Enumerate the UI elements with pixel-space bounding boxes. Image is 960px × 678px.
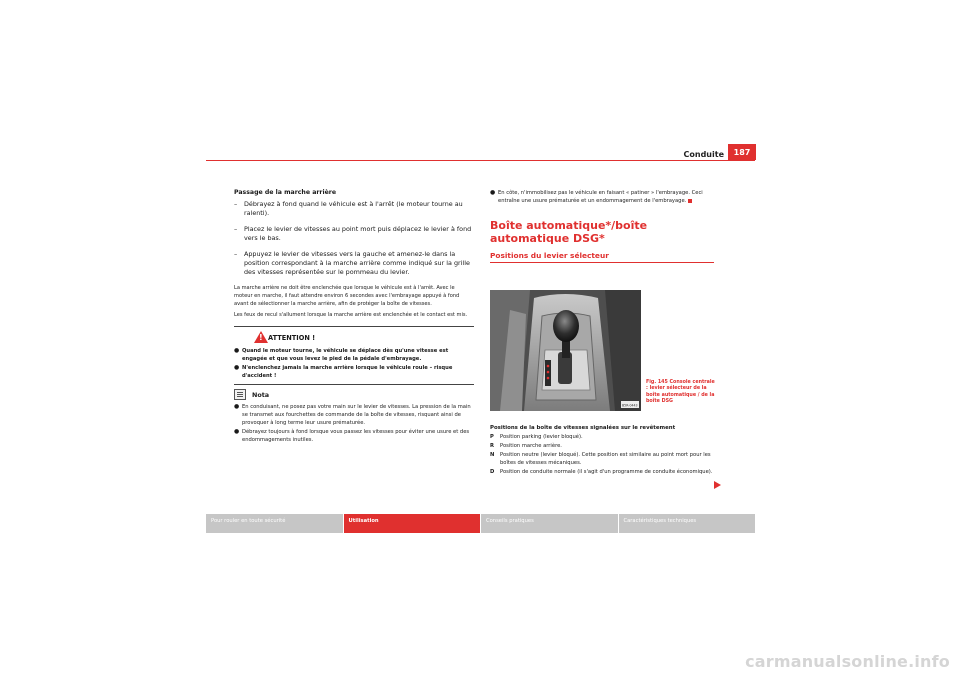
note-header	[234, 388, 474, 402]
warning-triangle-icon	[254, 331, 268, 343]
section-title: Boîte automatique*/boîte automatique DSG*	[490, 219, 648, 245]
position-text: Position parking (levier bloqué).	[500, 434, 583, 440]
position-letter: R	[490, 443, 494, 449]
figure-caption: Fig. 145 Console centrale : levier sélecteur de la boîte automatique / de la boîte DSG	[646, 380, 715, 405]
reverse-steps-list	[234, 200, 474, 278]
tab-safety[interactable]: Pour rouler en toute sécurité	[206, 514, 343, 533]
gear-lever-figure	[490, 290, 641, 411]
header-section-title: Conduite	[683, 150, 724, 159]
note-item: ● En conduisant, ne posez pas votre main sur le levier de vitesses. La pression de la main se transmet aux fourchettes de commande de la boîte de vitesses, risquant ainsi de provoquer à long terme leur usure prématurée.	[234, 402, 471, 426]
paragraph: Les feux de recul s'allument lorsque la marche arrière est enclenchée et le contact est mis.	[234, 312, 468, 319]
reverse-gear-subhead: Passage de la marche arrière	[234, 189, 337, 196]
note-title: Nota	[252, 390, 270, 399]
continue-arrow-icon	[714, 481, 721, 489]
attention-item: ● Quand le moteur tourne, le véhicule se déplace dès qu'une vitesse est engagée et que vous levez le pied de la pédale d'embrayage.	[234, 346, 449, 362]
positions-block	[490, 425, 716, 476]
list-item: – Placez le levier de vitesses au point mort puis déplacez le levier à fond vers le bas.	[234, 225, 474, 244]
bullet-icon: ●	[234, 427, 240, 435]
end-marker-icon	[688, 199, 692, 203]
bullet-icon: ●	[234, 346, 240, 354]
tab-usage[interactable]: Utilisation	[344, 514, 481, 533]
left-column	[234, 189, 474, 444]
list-item	[490, 468, 716, 476]
note-icon	[234, 389, 246, 400]
attention-item: ● N'enclenchez jamais la marche arrière lorsque le véhicule roule – risque d'accident !	[234, 363, 453, 379]
clutch-bullet: ● En côte, n'immobilisez pas le véhicule en faisant « patiner » l'embrayage. Ceci entraîne une usure prématurée et un endommagement de l'embrayage.	[490, 189, 703, 204]
bullet-icon: ●	[234, 402, 240, 410]
subsection-title: Positions du levier sélecteur	[490, 251, 714, 263]
tab-technical-data[interactable]: Caractéristiques techniques	[619, 514, 756, 533]
list-item: – Appuyez le levier de vitesses vers la gauche et amenez-le dans la position correspondant à la marche arrière comme indiqué sur la grille des vitesses représentée sur le pommeau du levier.	[234, 250, 474, 278]
position-text: Position neutre (levier bloqué). Cette position est similaire au point mort pour les boîtes de vitesses mécaniques.	[500, 452, 711, 466]
right-column	[490, 189, 716, 263]
chapter-tabs	[206, 514, 755, 533]
position-letter: N	[490, 452, 495, 458]
paragraph: La marche arrière ne doit être enclenchée que lorsque le véhicule est à l'arrêt. Avec le moteur en marche, il faut attendre environ 6 secondes avec l'embrayage appuyé à fond avant de sélectionner la marche arrière, afin de protéger la boîte de vitesses.	[234, 284, 460, 308]
list-item: – Débrayez à fond quand le véhicule est à l'arrêt (le moteur tourne au ralenti).	[234, 200, 474, 219]
position-letter: D	[490, 469, 495, 475]
position-text: Position marche arrière.	[500, 443, 562, 449]
list-item	[490, 442, 716, 450]
positions-heading: Positions de la boîte de vitesses signalées sur le revêtement	[490, 425, 676, 431]
attention-title: ATTENTION !	[268, 333, 316, 342]
bullet-icon: ●	[234, 363, 240, 371]
tab-practical-tips[interactable]: Conseils pratiques	[481, 514, 618, 533]
attention-box	[234, 326, 474, 385]
position-letter: P	[490, 434, 494, 440]
position-text: Position de conduite normale (il s'agit d'un programme de conduite économique).	[500, 469, 713, 475]
bullet-icon: ●	[490, 189, 496, 196]
figure-code: B5R-0443	[622, 403, 638, 408]
gear-lever-illustration	[490, 290, 641, 411]
list-item	[490, 451, 716, 467]
header-rule	[206, 160, 755, 161]
note-item: ● Débrayez toujours à fond lorsque vous passez les vitesses pour éviter une usure et des endommagements inutiles.	[234, 427, 470, 443]
page-number: 187	[728, 144, 756, 160]
attention-header	[234, 330, 474, 346]
list-item	[490, 433, 716, 441]
watermark: carmanualsonline.info	[745, 652, 950, 671]
